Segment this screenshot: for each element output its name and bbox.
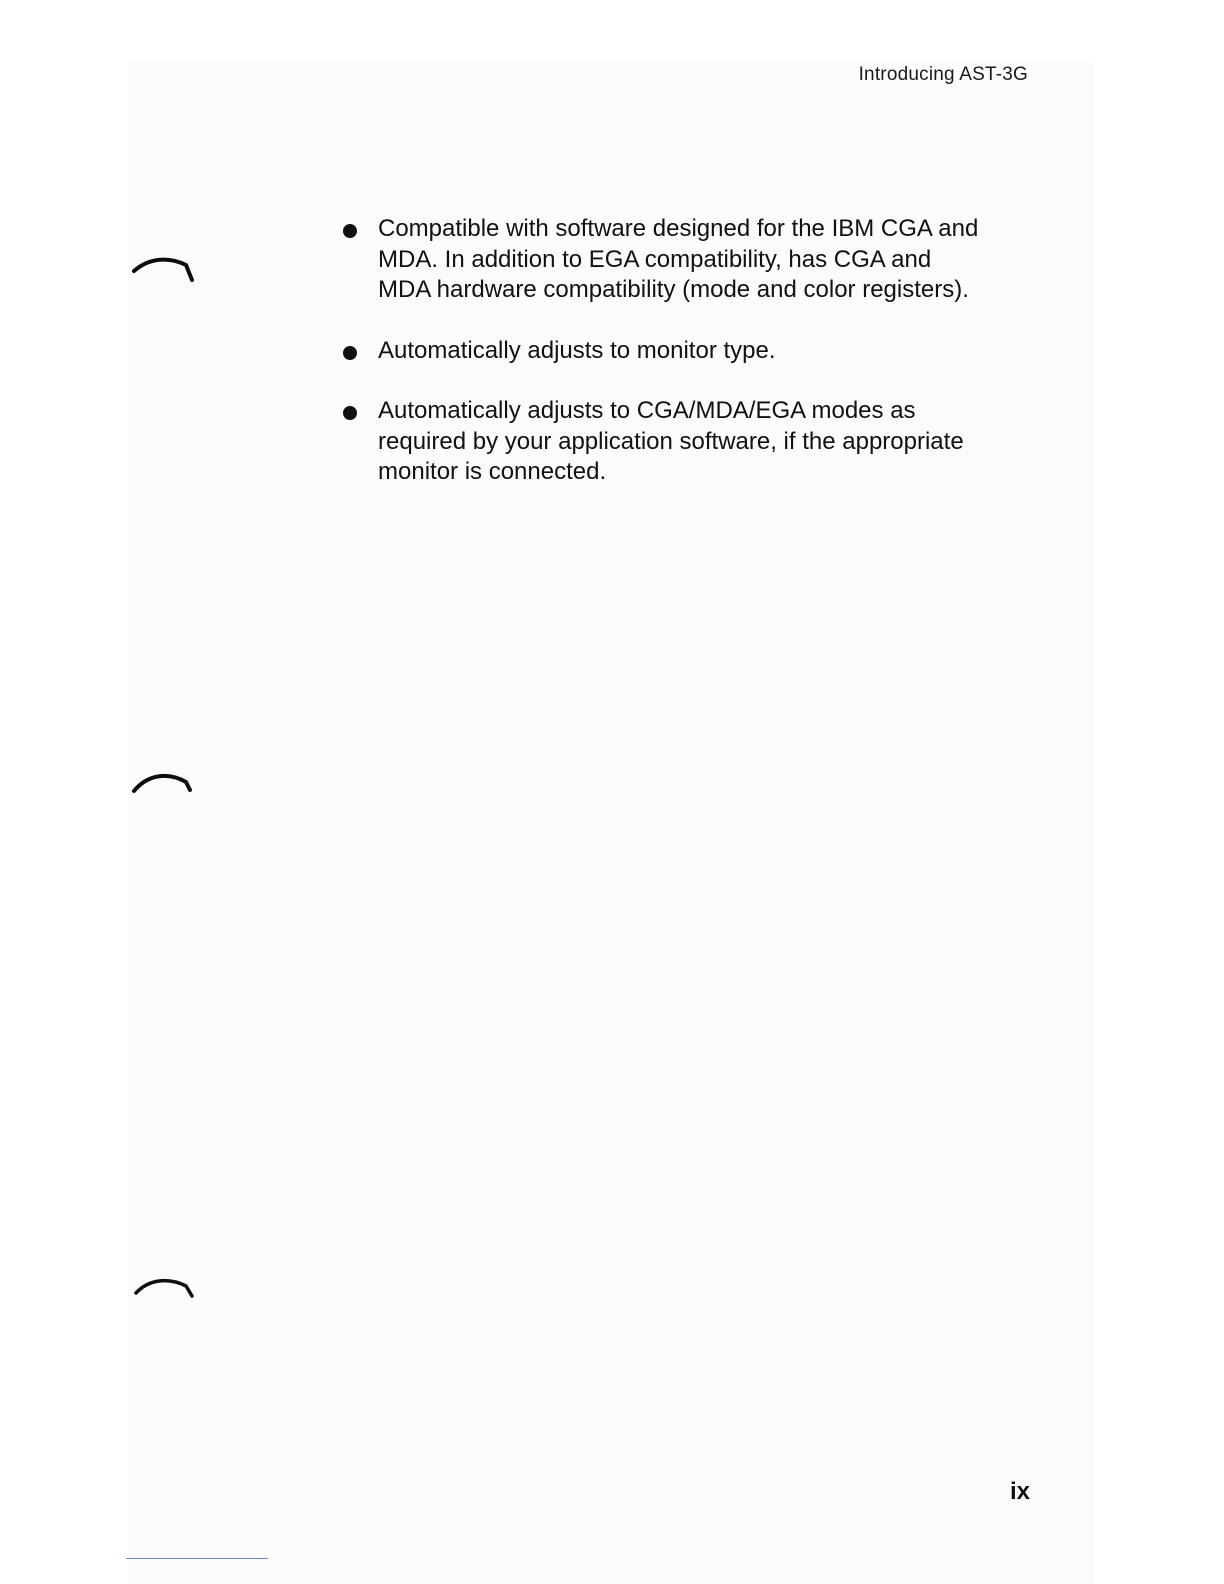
bottom-rule bbox=[126, 1558, 268, 1559]
bullet-icon bbox=[343, 224, 357, 238]
feature-text: Automatically adjusts to CGA/MDA/EGA modes as required by your application software, if the appropriate monitor is connected. bbox=[378, 397, 964, 485]
feature-item bbox=[342, 396, 1042, 488]
running-head: Introducing AST-3G bbox=[858, 64, 1028, 85]
binder-hole-arc-icon bbox=[130, 254, 194, 290]
binder-hole-arc-icon bbox=[130, 1268, 194, 1304]
binder-hole-arc-icon bbox=[130, 764, 194, 800]
feature-item bbox=[342, 214, 1042, 306]
feature-list bbox=[342, 214, 1042, 488]
bullet-icon bbox=[343, 346, 357, 360]
bullet-icon bbox=[343, 406, 357, 420]
page-number: ix bbox=[1009, 1478, 1030, 1505]
feature-text: Automatically adjusts to monitor type. bbox=[378, 336, 776, 364]
feature-text: Compatible with software designed for the IBM CGA and MDA. In addition to EGA compatibility, has CGA and MDA hardware compatibility (mode and color registers). bbox=[378, 215, 979, 303]
feature-item bbox=[342, 336, 1042, 367]
